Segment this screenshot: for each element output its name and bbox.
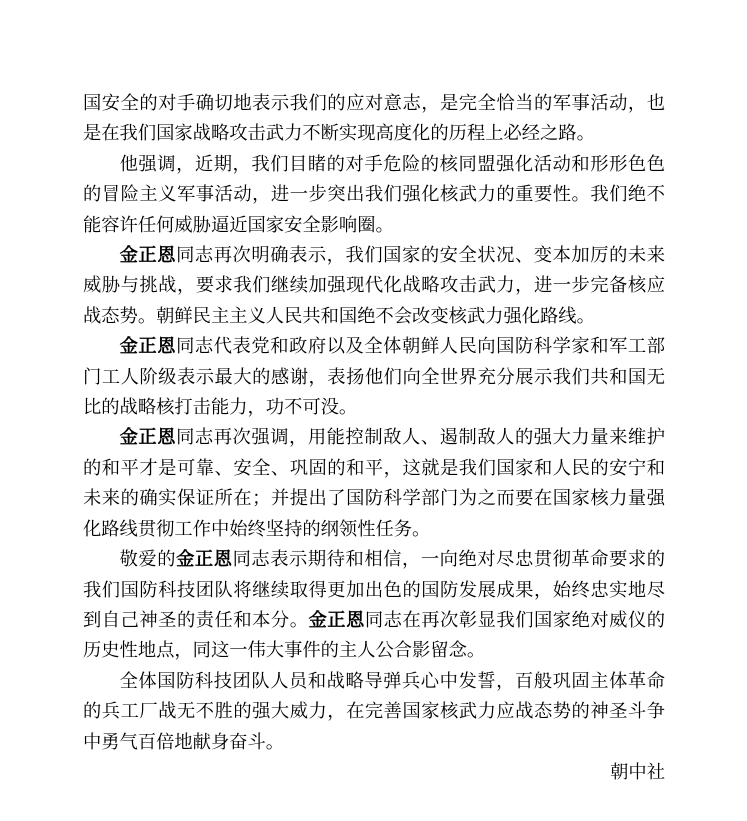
paragraph-7-text: 全体国防科技团队人员和战略导弹兵心中发誓，百般巩固主体革命的兵工厂战无不胜的强大威力，在完善国家核武力应战态势的神圣斗争中勇气百倍地献身奋斗。 — [83, 670, 665, 753]
paragraph-3-text: 同志再次明确表示，我们国家的安全状况、变本加厉的未来威胁与挑战，要求我们继续加强现代化战略攻击武力，进一步完备核应战态势。朝鲜民主主义人民共和国绝不会改变核武力强化路线。 — [83, 245, 666, 327]
paragraph-5-text: 同志再次强调，用能控制敌人、遏制敌人的强大力量来维护的和平才是可靠、安全、巩固的和平，这就是我们国家和人民的安宁和未来的确实保证所在；并提出了国防科学部门为之而要在国家核力量强化路线贯彻工作中始终坚持的纲领性任务。 — [83, 427, 666, 540]
paragraph-7 — [83, 667, 665, 758]
article-body — [83, 89, 665, 788]
news-agency-signature — [83, 758, 665, 788]
leader-name: 金正恩 — [119, 427, 177, 449]
paragraph-1-text: 国安全的对手确切地表示我们的应对意志，是完全恰当的军事活动，也是在我们国家战略攻击武力不断实现高度化的历程上必经之路。 — [83, 93, 665, 145]
paragraph-5 — [83, 423, 665, 545]
paragraph-4 — [83, 332, 665, 423]
leader-name: 金正恩 — [176, 549, 233, 571]
paragraph-3 — [83, 241, 665, 332]
paragraph-6 — [83, 545, 665, 667]
paragraph-2 — [83, 150, 665, 241]
paragraph-6-text-2: 同志在再次彰显我们国家绝对威仪的历史性地点，同这一伟大事件的主人公合影留念。 — [83, 609, 666, 662]
leader-name: 金正恩 — [119, 245, 177, 267]
paragraph-1 — [83, 89, 665, 150]
paragraph-6-text-1: 同志表示期待和相信，一向绝对尽忠贯彻革命要求的我们国防科技团队将继续取得更加出色的国防发展成果，始终忠实地尽到自己神圣的责任和本分。 — [83, 549, 666, 631]
leader-name: 金正恩 — [119, 336, 177, 358]
leader-name: 金正恩 — [308, 609, 365, 631]
signature-text: 朝中社 — [610, 761, 665, 783]
paragraph-4-text: 同志代表党和政府以及全体朝鲜人民向国防科学家和军工部门工人阶级表示最大的感谢，表扬他们向全世界充分展示我们共和国无比的战略核打击能力，功不可没。 — [83, 336, 666, 419]
paragraph-2-text: 他强调，近期，我们目睹的对手危险的核同盟强化活动和形形色色的冒险主义军事活动，进一步突出我们强化核武力的重要性。我们绝不能容许任何威胁逼近国家安全影响圈。 — [83, 153, 665, 236]
paragraph-6-prefix: 敬爱的 — [119, 549, 177, 571]
